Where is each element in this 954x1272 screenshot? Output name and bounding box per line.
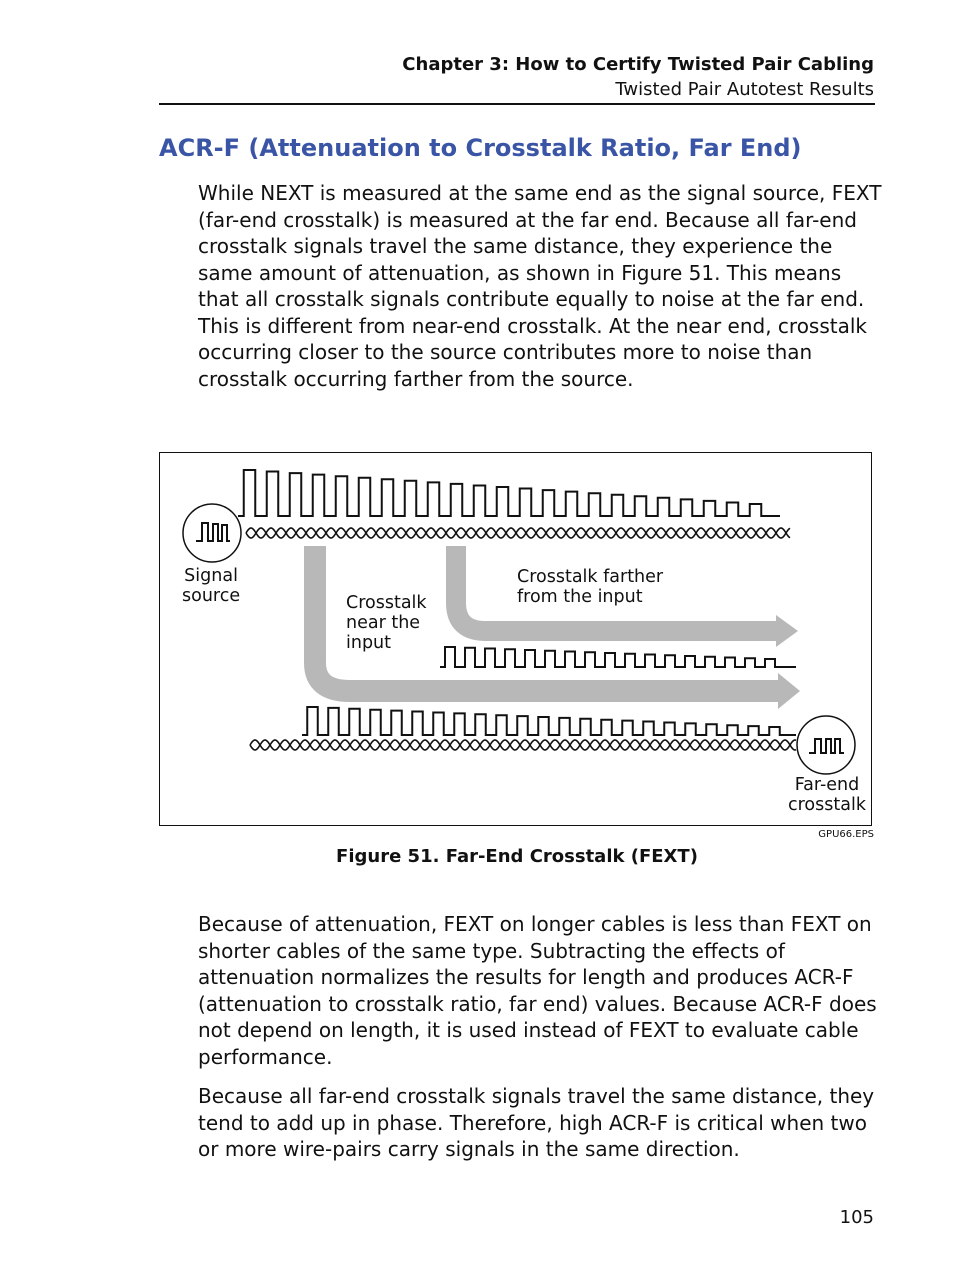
header-rule [159, 103, 875, 105]
twisted-pair-bottom [250, 740, 796, 750]
page-number: 105 [839, 1207, 874, 1228]
paragraph-phase: Because all far-end crosstalk signals travel the same distance, they tend to add up in phase. Therefore, high ACR-F is critical when two or more wire-pairs carry signals in the same direction. [198, 1084, 875, 1161]
crosstalk-near-arrowhead [778, 673, 800, 709]
signal-source-label: Signal source [182, 566, 241, 606]
figure-fext [159, 452, 872, 826]
twisted-pair-top [246, 528, 790, 538]
far-end-crosstalk-label: Far-end crosstalk [788, 775, 866, 815]
section-header: Twisted Pair Autotest Results [615, 79, 874, 100]
fext-diagram [160, 453, 873, 827]
paragraph-attenuation: Because of attenuation, FEXT on longer cables is less than FEXT on shorter cables of the same type. Subtracting the effects of attenuation normalizes the results for length and produces ACR-F (attenuation to crosstalk ratio, far end) values. Because ACR-F does not depend on length, it is used instead of FEXT to evaluate cable performance. [198, 912, 877, 1069]
signal-waveform [238, 470, 780, 516]
figure-code: GPU66.EPS [818, 829, 874, 840]
section-title: ACR-F (Attenuation to Crosstalk Ratio, Far End) [159, 134, 802, 162]
signal-waveform [440, 647, 796, 667]
signal-waveform [302, 707, 796, 735]
figure-caption: Figure 51. Far-End Crosstalk (FEXT) [336, 846, 698, 867]
crosstalk-far-label: Crosstalk farther from the input [517, 567, 664, 607]
crosstalk-near-label: Crosstalk near the input [346, 593, 427, 653]
chapter-header: Chapter 3: How to Certify Twisted Pair Cabling [402, 54, 874, 75]
crosstalk-far-arrowhead [776, 615, 798, 647]
paragraph-intro: While NEXT is measured at the same end as the signal source, FEXT (far-end crosstalk) is measured at the far end. Because all far-end crosstalk signals travel the same distance, they experience the same amount of attenuation, as shown in Figure 51. This means that all crosstalk signals contribute equally to noise at the far end. This is different from near-end crosstalk. At the near end, crosstalk occurring closer to the source contributes more to noise than crosstalk occurring farther from the source. [198, 181, 882, 391]
